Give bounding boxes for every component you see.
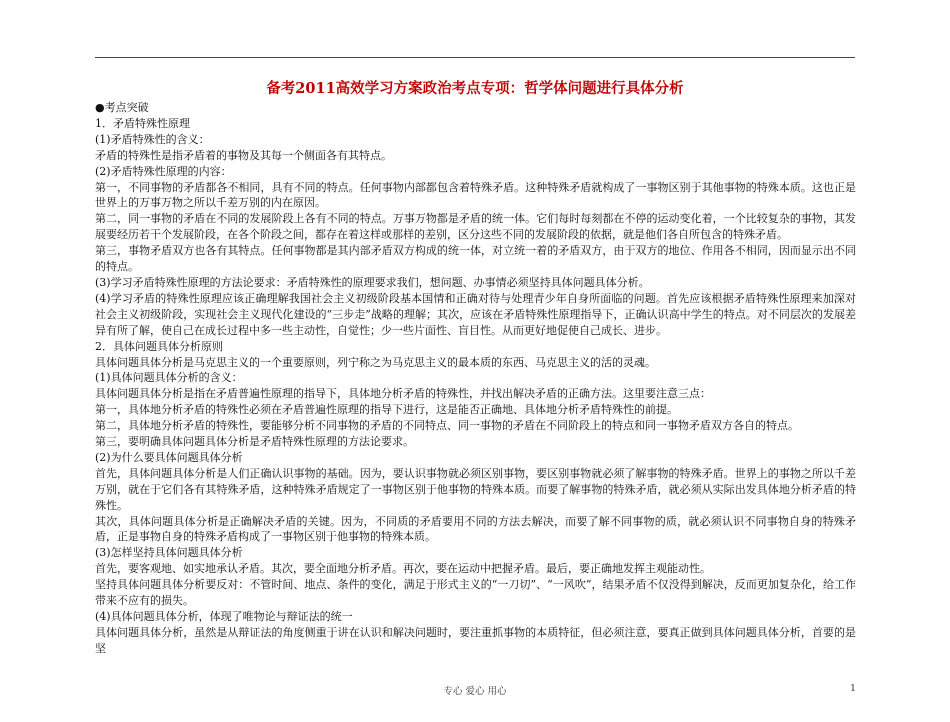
paragraph: (4)学习矛盾的特殊性原理应该正确理解我国社会主义初级阶段基本国情和正确对待与处理青少年自身所面临的问题。首先应该根据矛盾特殊性原理来加深对社会主义初级阶段，实现社会主义现代化建设的“三步走”战略的理解；其次，应该在矛盾特殊性原理指导下，正确认识高中学生的特点。对不同层次的发展差异有所了解，使自己在成长过程中多一些主动性，自觉性；少一些片面性、盲目性。从而更好地促使自己成长、进步。 [95,291,856,337]
paragraph: 第一，不同事物的矛盾都各不相同，具有不同的特点。任何事物内部都包含着特殊矛盾。这种特殊矛盾就构成了一事物区别于其他事物的特殊本质。这也正是世界上的万事万物之所以千差万别的内在原因。 [95,180,856,210]
paragraph: 第一，具体地分析矛盾的特殊性必须在矛盾普遍性原理的指导下进行，这是能否正确地、具体地分析矛盾特殊性的前提。 [95,403,678,417]
subheading: (1)矛盾特殊性的含义： [95,132,210,146]
header-rule [95,57,855,58]
subheading: (2)为什么要具体问题具体分析 [95,450,243,464]
paragraph: (3)学习矛盾特殊性原理的方法论要求：矛盾特殊性的原理要求我们，想问题、办事情必须坚持具体问题具体分析。 [95,275,650,289]
paragraph: 第三，要明确具体问题具体分析是矛盾特殊性原理的方法论要求。 [95,435,414,449]
section-heading: 2．具体问题具体分析原则 [95,339,223,353]
paragraph: 具体问题具体分析，虽然是从辩证法的角度侧重于讲在认识和解决问题时，要注重抓事物的本质特征，但必须注意，要真正做到具体问题具体分析，首要的是坚 [95,625,856,655]
paragraph: 第三，事物矛盾双方也各有其特点。任何事物都是其内部矛盾双方构成的统一体，对立统一着的矛盾双方，由于双方的地位、作用各不相同，因而显示出不同的特点。 [95,244,856,274]
page-number: 1 [849,683,856,694]
subheading: (2)矛盾特殊性原理的内容： [95,164,232,178]
document-body [95,100,856,657]
section-marker: ●考点突破 [95,101,149,114]
paragraph: 矛盾的特殊性是指矛盾着的事物及其每一个侧面各有其特点。 [95,148,392,162]
paragraph: 第二，同一事物的矛盾在不同的发展阶段上各有不同的特点。万事万物都是矛盾的统一体。它们每时每刻都在不停的运动变化着，一个比较复杂的事物，其发展要经历若干个发展阶段，在各个阶段之间，都存在着这样或那样的差别，区分这些不同的发展阶段的依据，就是他们各自所包含的特殊矛盾。 [95,212,856,242]
section-heading: 1．矛盾特殊性原理 [95,116,190,130]
paragraph: 具体问题具体分析是马克思主义的一个重要原则，列宁称之为马克思主义的最本质的东西、马克思主义的活的灵魂。 [95,355,656,369]
paragraph: 首先，具体问题具体分析是人们正确认识事物的基础。因为，要认识事物就必须区别事物，要区别事物就必须了解事物的特殊矛盾。世界上的事物之所以千差万别，就在于它们各有其特殊矛盾，这种特殊矛盾规定了一事物区别于他事物的特殊本质。而要了解事物的特殊矛盾，就必须从实际出发具体地分析矛盾的特殊性。 [95,466,856,512]
paragraph: 具体问题具体分析是指在矛盾普遍性原理的指导下，具体地分析矛盾的特殊性，并找出解决矛盾的正确方法。这里要注意三点： [95,387,711,401]
page-title: 备考2011高效学习方案政治考点专项：哲学体问题进行具体分析 [266,80,684,97]
paragraph: 坚持具体问题具体分析要反对：不管时间、地点、条件的变化，满足于形式主义的“一刀切”、“一风吹”，结果矛盾不仅没得到解决，反而更加复杂化，给工作带来不应有的损失。 [95,578,856,608]
footer-motto: 专心 爱心 用心 [443,686,507,697]
subheading: (3)怎样坚持具体问题具体分析 [95,546,243,560]
paragraph: 首先，要客观地、如实地承认矛盾。其次，要全面地分析矛盾。再次，要在运动中把握矛盾。最后，要正确地发挥主观能动性。 [95,562,711,576]
subheading: (1)具体问题具体分析的含义： [95,371,243,385]
paragraph: 第二，具体地分析矛盾的特殊性，要能够分析不同事物的矛盾的不同特点、同一事物的矛盾在不同阶段上的特点和同一事物矛盾双方各自的特点。 [95,419,799,433]
paragraph: 其次，具体问题具体分析是正确解决矛盾的关键。因为，不同质的矛盾要用不同的方法去解决，而要了解不同事物的质，就必须认识不同事物自身的特殊矛盾，正是事物自身的特殊矛盾构成了一事物区别于他事物的特殊本质。 [95,514,856,544]
subheading: (4)具体问题具体分析，体现了唯物论与辩证法的统一 [95,610,353,623]
